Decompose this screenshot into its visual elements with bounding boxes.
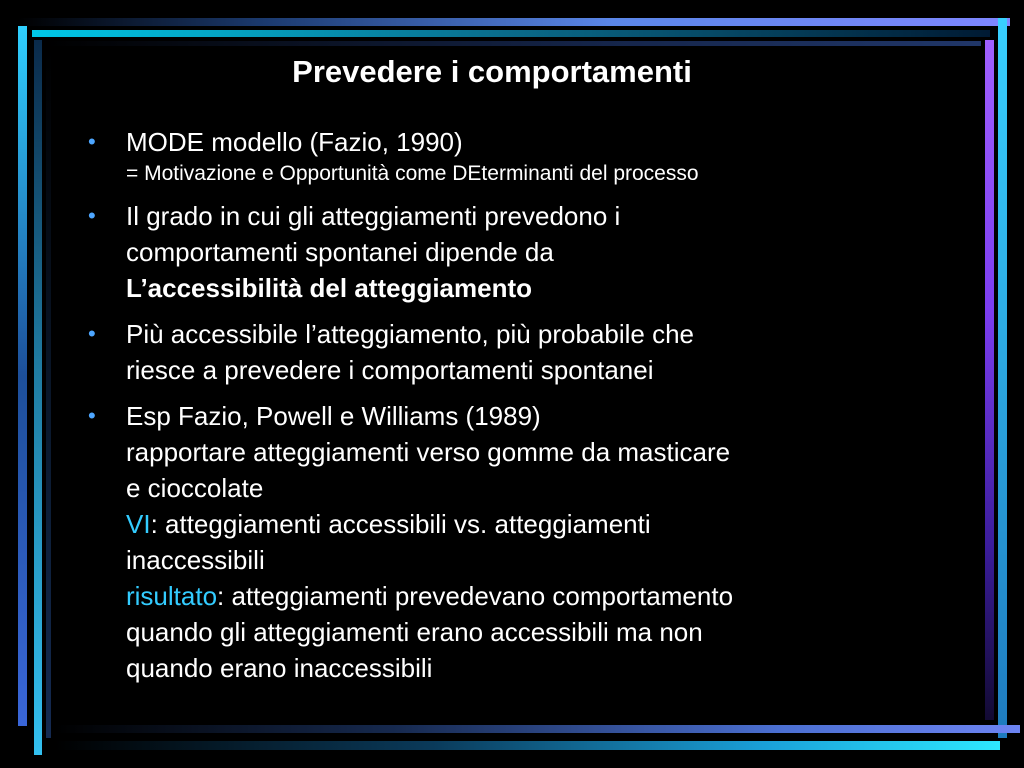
- vi-text: : atteggiamenti accessibili vs. atteggiamenti: [150, 509, 651, 539]
- bullet-emphasis: L’accessibilità del atteggiamento: [126, 273, 533, 303]
- result-label: risultato: [126, 581, 218, 611]
- slide-title: Prevedere i comportamenti: [292, 54, 692, 89]
- bullet-item-mode-model: [88, 124, 948, 188]
- vi-text-continued: inaccessibili: [126, 545, 265, 575]
- vi-line: [126, 506, 948, 542]
- bullet-text: MODE modello (Fazio, 1990): [126, 127, 463, 157]
- frame-bar-top-shadow: [46, 41, 981, 46]
- frame-bar-left: [18, 26, 27, 726]
- frame-bar-bottom: [55, 741, 1000, 750]
- bullet-text: Il grado in cui gli atteggiamenti prevedono i: [126, 201, 621, 231]
- bullet-item-accessibility: [88, 198, 948, 306]
- bullet-icon: •: [88, 321, 96, 346]
- bullet-item-experiment: [88, 398, 948, 686]
- bullet-text: rapportare atteggiamenti verso gomme da masticare: [126, 437, 731, 467]
- bullet-icon: •: [88, 129, 96, 154]
- frame-bar-left-inner: [34, 40, 42, 755]
- frame-bar-top-inner: [32, 30, 990, 37]
- bullet-list: [88, 124, 948, 696]
- result-line: [126, 578, 948, 614]
- vi-label: VI: [126, 509, 151, 539]
- bullet-icon: •: [88, 403, 96, 428]
- frame-bar-right: [998, 18, 1007, 738]
- bullet-text: Esp Fazio, Powell e Williams (1989): [126, 401, 541, 431]
- frame-bar-top: [18, 18, 1010, 26]
- bullet-icon: •: [88, 203, 96, 228]
- frame-bar-bottom-inner: [55, 725, 1020, 733]
- bullet-text: Più accessibile l’atteggiamento, più probabile che: [126, 319, 695, 349]
- bullet-text: comportamenti spontanei dipende da: [126, 237, 554, 267]
- result-text-continued: quando erano inaccessibili: [126, 653, 433, 683]
- result-text: : atteggiamenti prevedevano comportamento: [217, 581, 734, 611]
- bullet-text: riesce a prevedere i comportamenti spontanei: [126, 355, 654, 385]
- frame-bar-left-shadow: [46, 48, 51, 738]
- frame-bar-right-inner: [985, 40, 994, 720]
- result-text-continued: quando gli atteggiamenti erano accessibili ma non: [126, 617, 703, 647]
- bullet-text: e cioccolate: [126, 473, 264, 503]
- bullet-subtext: = Motivazione e Opportunità come DEterminanti del processo: [126, 162, 699, 185]
- bullet-item-more-accessible: [88, 316, 948, 388]
